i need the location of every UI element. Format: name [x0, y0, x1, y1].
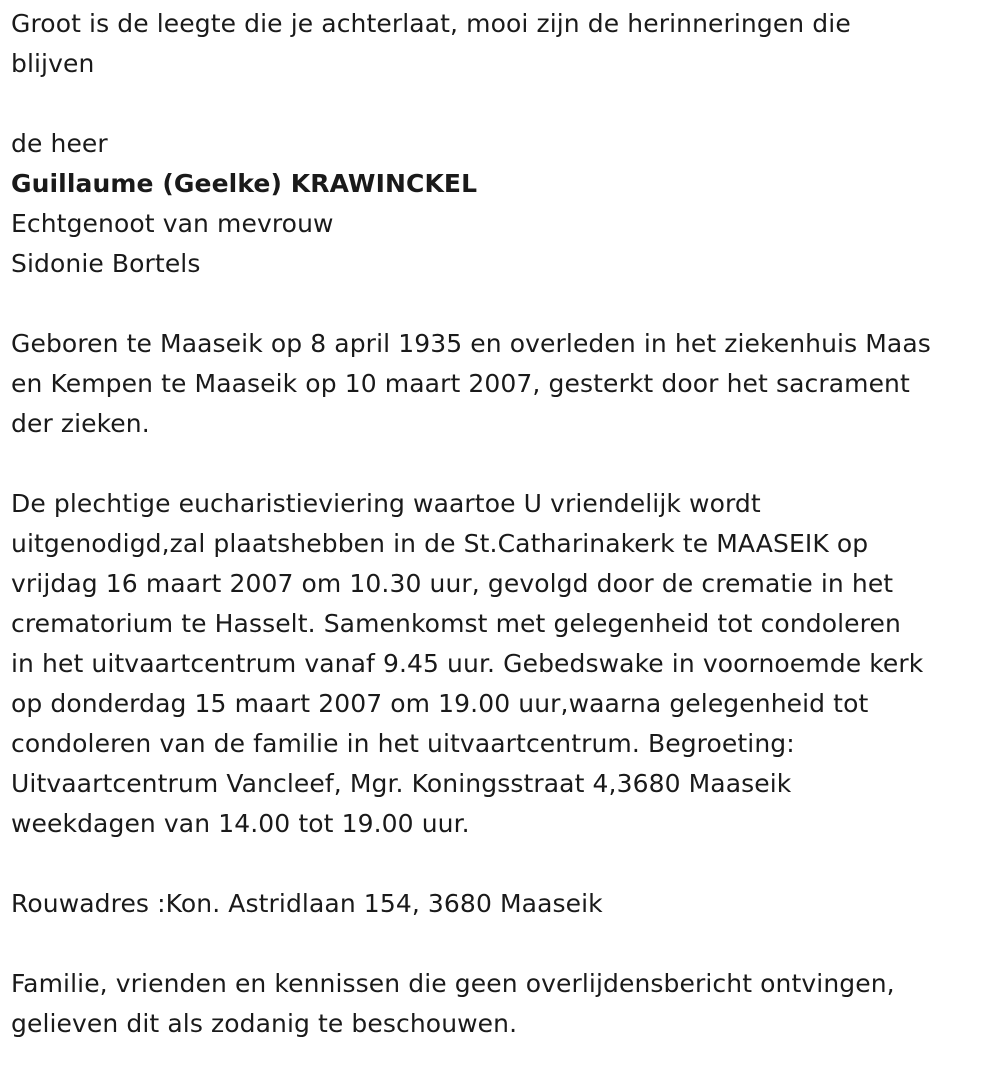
- deceased-name: Guillaume (Geelke) KRAWINCKEL: [11, 169, 478, 198]
- spouse-name: Sidonie Bortels: [11, 249, 201, 278]
- obituary-notice: [11, 4, 991, 1044]
- birth-death-paragraph: Geboren te Maaseik op 8 april 1935 en overleden in het ziekenhuis Maas en Kempen te Maaseik op 10 maart 2007, gesterkt door het sacrament der zieken.: [11, 329, 931, 438]
- spacer: [11, 84, 991, 124]
- title-prefix: de heer: [11, 129, 108, 158]
- spouse-label: Echtgenoot van mevrouw: [11, 209, 334, 238]
- spacer: [11, 924, 991, 964]
- spacer: [11, 284, 991, 324]
- motto: Groot is de leegte die je achterlaat, mooi zijn de herinneringen die blijven: [11, 9, 851, 78]
- spacer: [11, 844, 991, 884]
- spacer: [11, 444, 991, 484]
- closing-paragraph: Familie, vrienden en kennissen die geen overlijdensbericht ontvingen, gelieven dit als zodanig te beschouwen.: [11, 969, 895, 1038]
- mourning-address: Rouwadres :Kon. Astridlaan 154, 3680 Maaseik: [11, 889, 603, 918]
- ceremony-paragraph: De plechtige eucharistieviering waartoe U vriendelijk wordt uitgenodigd,zal plaatshebben in de St.Catharinakerk te MAASEIK op vrijdag 16 maart 2007 om 10.30 uur, gevolgd door de crematie in het crematorium te Hasselt. Samenkomst met gelegenheid tot condoleren in het uitvaartcentrum vanaf 9.45 uur. Gebedswake in voornoemde kerk op donderdag 15 maart 2007 om 19.00 uur,waarna gelegenheid tot condoleren van de familie in het uitvaartcentrum. Begroeting: Uitvaartcentrum Vancleef, Mgr. Koningsstraat 4,3680 Maaseik weekdagen van 14.00 tot 19.00 uur.: [11, 489, 924, 838]
